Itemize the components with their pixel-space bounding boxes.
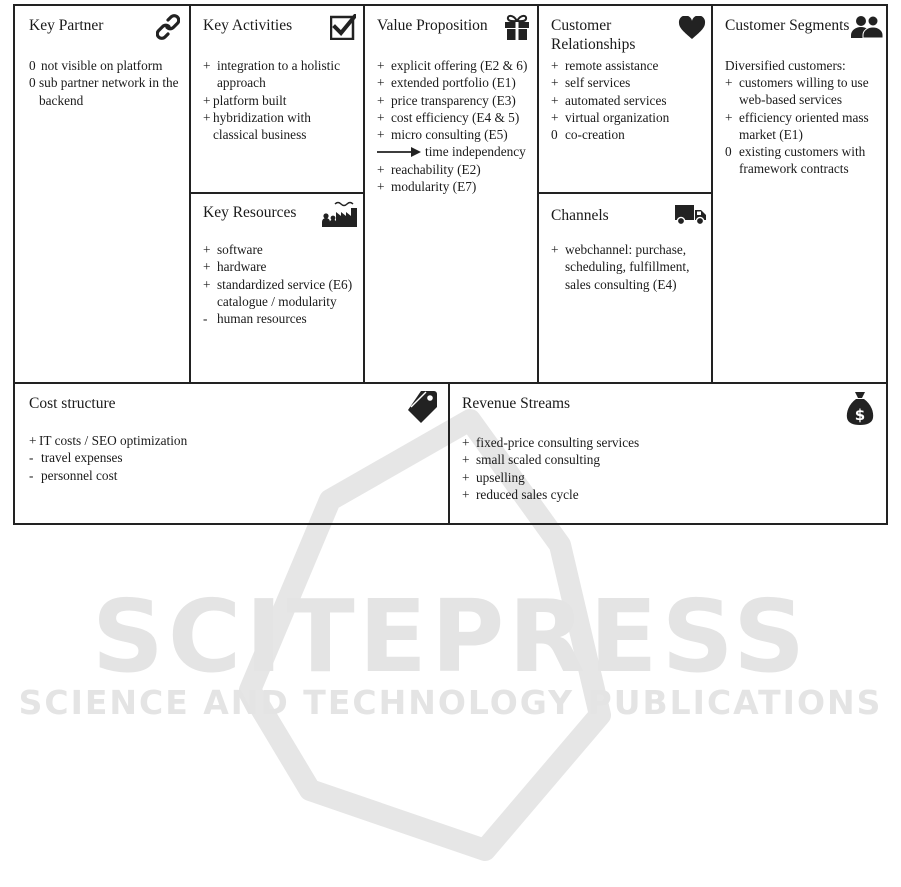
list-item xyxy=(29,432,329,449)
item-text: not visible on platform xyxy=(41,58,163,73)
item-text: customers willing to use web-based services xyxy=(739,75,869,108)
item-marker: + xyxy=(551,58,559,73)
item-text: hybridization with classical business xyxy=(213,109,311,143)
item-marker: + xyxy=(203,242,211,257)
channels-block xyxy=(539,194,711,382)
item-text: virtual organization xyxy=(565,109,670,125)
item-text: co-creation xyxy=(565,127,625,143)
channels-list xyxy=(551,241,707,293)
customer-segments-title: Customer Segments xyxy=(725,17,850,34)
revenue-streams-block xyxy=(450,384,886,523)
item-text: self services xyxy=(565,75,631,91)
list-item xyxy=(203,276,361,311)
link-icon xyxy=(156,14,180,40)
item-text: automated services xyxy=(565,92,667,108)
list-item xyxy=(462,486,762,503)
list-item xyxy=(203,92,359,109)
arrow-right-icon xyxy=(377,146,423,158)
item-text: hardware xyxy=(217,259,267,275)
item-marker: + xyxy=(725,75,733,90)
list-item xyxy=(29,57,179,74)
item-marker: + xyxy=(551,92,559,108)
key-partner-title: Key Partner xyxy=(29,17,104,34)
list-item xyxy=(29,467,329,484)
list-item xyxy=(377,109,537,126)
list-item xyxy=(551,92,707,109)
item-marker: + xyxy=(377,109,385,125)
key-resources-title: Key Resources xyxy=(203,204,297,221)
item-marker: + xyxy=(377,58,385,73)
item-text: extended portfolio (E1) xyxy=(391,75,516,91)
item-marker: 0 xyxy=(29,75,36,91)
truck-icon xyxy=(675,204,707,226)
value-proposition-list xyxy=(377,57,537,195)
key-activities-block xyxy=(191,6,363,192)
item-marker: - xyxy=(29,450,34,466)
revenue-streams-list xyxy=(462,434,762,503)
item-text: sub partner network in the backend xyxy=(39,75,179,108)
customer-segments-list xyxy=(725,74,883,178)
key-activities-list xyxy=(203,57,359,143)
list-item xyxy=(377,161,537,178)
value-proposition-title: Value Proposition xyxy=(377,17,488,34)
list-item xyxy=(551,57,707,74)
business-model-canvas xyxy=(13,4,888,525)
gift-icon xyxy=(504,13,530,41)
tag-icon xyxy=(407,390,439,424)
list-item xyxy=(551,126,707,143)
item-marker: + xyxy=(462,469,470,485)
list-item xyxy=(551,109,707,126)
item-text: cost efficiency (E4 & 5) xyxy=(391,109,520,125)
item-text: standardized service (E6) catalogue / modularity xyxy=(217,276,353,309)
checkbox-icon xyxy=(330,14,356,40)
customer-relationships-block xyxy=(539,6,711,192)
item-marker: + xyxy=(551,242,559,257)
item-marker: - xyxy=(203,311,208,327)
item-text: existing customers with framework contracts xyxy=(739,144,866,177)
list-item xyxy=(377,92,537,109)
list-item xyxy=(462,434,762,451)
item-marker: + xyxy=(203,276,211,292)
item-marker: + xyxy=(377,161,385,177)
people-icon xyxy=(851,15,883,39)
item-marker: + xyxy=(462,435,470,450)
item-marker: 0 xyxy=(29,58,36,73)
list-item xyxy=(462,451,762,468)
customer-relationships-title: Customer Relationships xyxy=(551,17,636,53)
list-item xyxy=(203,310,361,327)
item-marker: + xyxy=(203,92,211,108)
item-marker: + xyxy=(203,109,211,125)
customer-segments-block xyxy=(713,6,886,382)
cost-structure-list xyxy=(29,432,329,484)
item-marker: - xyxy=(29,467,34,483)
value-proposition-block xyxy=(365,6,537,382)
list-item xyxy=(725,109,883,144)
item-text: IT costs / SEO optimization xyxy=(39,433,188,448)
heart-icon xyxy=(678,16,706,40)
factory-people-icon xyxy=(322,198,360,228)
list-item xyxy=(29,449,329,466)
list-item xyxy=(377,178,537,195)
key-activities-title: Key Activities xyxy=(203,17,293,34)
key-partner-block xyxy=(15,6,189,382)
item-marker: + xyxy=(551,109,559,125)
item-marker: + xyxy=(377,75,385,91)
dollar-sign: $ xyxy=(854,406,866,424)
item-text: efficiency oriented mass market (E1) xyxy=(739,109,869,142)
list-item xyxy=(203,57,359,92)
customer-relationships-list xyxy=(551,57,707,143)
item-marker: + xyxy=(377,179,385,195)
list-item xyxy=(29,74,179,109)
watermark-subtitle: SCIENCE AND TECHNOLOGY PUBLICATIONS xyxy=(18,683,883,722)
item-marker: 0 xyxy=(551,127,558,143)
list-item xyxy=(551,241,707,293)
list-item xyxy=(551,74,707,91)
list-item xyxy=(377,74,537,91)
item-text: reduced sales cycle xyxy=(476,486,579,502)
item-text: small scaled consulting xyxy=(476,452,601,468)
item-text: remote assistance xyxy=(565,58,659,73)
item-marker: + xyxy=(377,127,385,143)
cost-structure-block xyxy=(15,384,448,523)
item-marker: + xyxy=(551,75,559,91)
item-text: modularity (E7) xyxy=(391,179,477,195)
list-item xyxy=(377,57,537,74)
item-text: explicit offering (E2 & 6) xyxy=(391,58,528,73)
money-bag-icon xyxy=(845,390,875,426)
item-marker: + xyxy=(725,109,733,125)
item-text: micro consulting (E5) xyxy=(391,127,508,143)
item-text: reachability (E2) xyxy=(391,161,481,177)
item-text: webchannel: purchase, scheduling, fulfillment, sales consulting (E4) xyxy=(565,242,690,292)
watermark-title: SCITEPRESS xyxy=(91,578,810,695)
list-item xyxy=(203,109,359,144)
item-text: time independency xyxy=(425,144,526,160)
key-resources-list xyxy=(203,241,361,327)
list-item xyxy=(725,74,883,109)
item-text: human resources xyxy=(217,311,307,327)
item-marker: + xyxy=(203,58,211,73)
key-partner-list xyxy=(29,57,179,109)
item-marker: + xyxy=(462,486,470,502)
channels-title: Channels xyxy=(551,207,609,224)
customer-segments-intro: Diversified customers: xyxy=(725,58,846,73)
item-text: travel expenses xyxy=(41,450,123,466)
item-text: platform built xyxy=(213,92,287,108)
item-marker: + xyxy=(462,452,470,468)
list-item xyxy=(462,469,762,486)
item-text: personnel cost xyxy=(41,467,118,483)
item-text: software xyxy=(217,242,263,257)
list-item xyxy=(203,241,361,258)
item-text: fixed-price consulting services xyxy=(476,435,640,450)
item-text: integration to a holistic approach xyxy=(217,58,340,91)
list-item xyxy=(377,143,537,160)
list-item xyxy=(203,258,361,275)
revenue-streams-title: Revenue Streams xyxy=(462,395,571,412)
item-marker: + xyxy=(29,433,37,448)
cost-structure-title: Cost structure xyxy=(29,395,116,412)
item-text: upselling xyxy=(476,469,525,485)
item-text: price transparency (E3) xyxy=(391,92,516,108)
list-item xyxy=(725,143,883,178)
item-marker: 0 xyxy=(725,144,732,160)
item-marker: + xyxy=(377,92,385,108)
key-resources-block xyxy=(191,194,363,382)
item-marker: + xyxy=(203,259,211,275)
list-item xyxy=(377,126,537,143)
